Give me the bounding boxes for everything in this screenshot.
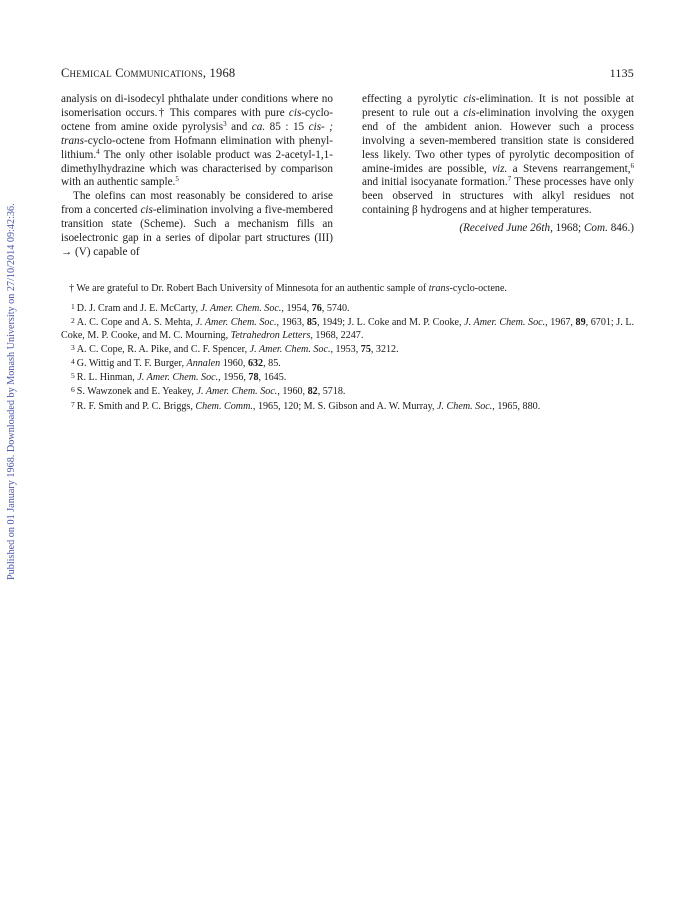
reference-item: 3 A. C. Cope, R. A. Pike, and C. F. Spencer, J. Amer. Chem. Soc., 1953, 75, 3212. bbox=[71, 342, 399, 355]
paragraph: The olefins can most reasonably be considered to arise from a concerted cis-elimination involving a five-membered transition state (Scheme). Such a mechanism fills an isoelectronic gap in a series of dipolar part structures (III) → (V) capable of bbox=[61, 190, 333, 258]
reference-number: 4 bbox=[71, 357, 75, 367]
right-column bbox=[362, 93, 634, 236]
reference-number: 1 bbox=[71, 302, 75, 312]
dagger-footnote: † We are grateful to Dr. Robert Bach University of Minnesota for an authentic sample of trans-cyclo-octene. bbox=[69, 283, 507, 294]
reference-number: 7 bbox=[71, 399, 75, 409]
footnotes bbox=[61, 283, 634, 413]
citation-ref[interactable]: 6 bbox=[630, 161, 634, 170]
reference-number: 3 bbox=[71, 342, 75, 352]
reference-list bbox=[61, 301, 634, 413]
reference-number: 6 bbox=[71, 385, 75, 395]
reference-item: 5 R. L. Hinman, J. Amer. Chem. Soc., 1956, 78, 1645. bbox=[71, 371, 287, 384]
paragraph: effecting a pyrolytic cis-elimination. It is not possible at present to rule out a cis-elimination involving the oxygen end of the ambident anion. However such a process involving a seven-membered transition state is considered less likely. Two other types of pyrolytic decomposition of amine-imides are possible, viz. a Stevens rearrangement,$^6$ and initial isocyanate formation.$^7$ These processes have only been observed in structures with alkyl residues not containing β hydrogens and at higher temperatures. bbox=[362, 93, 635, 217]
running-header bbox=[61, 66, 634, 81]
reference-number: 2 bbox=[71, 316, 75, 326]
left-column bbox=[61, 93, 333, 260]
citation-ref[interactable]: 3 bbox=[223, 119, 227, 128]
citation-ref[interactable]: 7 bbox=[507, 175, 512, 184]
page-number: 1135 bbox=[609, 66, 634, 80]
publication-stamp: Published on 01 January 1968. Downloaded by Monash University on 27/10/2014 09:42:36. bbox=[6, 203, 17, 580]
citation-ref[interactable]: 4 bbox=[96, 147, 100, 156]
paragraph: analysis on di-isodecyl phthalate under conditions where no isomerisation occurs.† This compares with pure cis-cyclo-octene from amine oxide pyrolysis$^3$ and ca. 85 : 15 cis- ; trans-cyclo-octene from Hofmann elimination with phenyl-lithium.$^4$ The only other isolable product was 2-acetyl-1,1-dimethylhydrazine which was characterised by comparison with an authentic sample.$^5$ bbox=[61, 93, 333, 189]
reference-item: 4 G. Wittig and T. F. Burger, Annalen 1960, 632, 85. bbox=[71, 357, 281, 370]
reference-item: 1 D. J. Cram and J. E. McCarty, J. Amer. Chem. Soc., 1954, 76, 5740. bbox=[71, 302, 350, 315]
reference-number: 5 bbox=[71, 371, 75, 381]
reference-item: 2 A. C. Cope and A. S. Mehta, J. Amer. Chem. Soc., 1963, 85, 1949; J. L. Coke and M. P. Cooke, J. Amer. Chem. Soc., 1967, 89, 6701; J. L. Coke, M. P. Cooke, and M. C. Mourning, Tetrahedron Letters, 1968, 2247. bbox=[61, 316, 635, 341]
citation-ref[interactable]: 5 bbox=[175, 175, 179, 184]
reference-item: 6 S. Wawzonek and E. Yeakey, J. Amer. Chem. Soc., 1960, 82, 5718. bbox=[71, 385, 346, 398]
reference-item: 7 R. F. Smith and P. C. Briggs, Chem. Comm., 1965, 120; M. S. Gibson and A. W. Murray, J. Chem. Soc., 1965, 880. bbox=[71, 399, 541, 412]
received-date: (Received June 26th, 1968; Com. 846.) bbox=[459, 222, 634, 235]
journal-title: Chemical Communications, 1968 bbox=[61, 66, 236, 80]
